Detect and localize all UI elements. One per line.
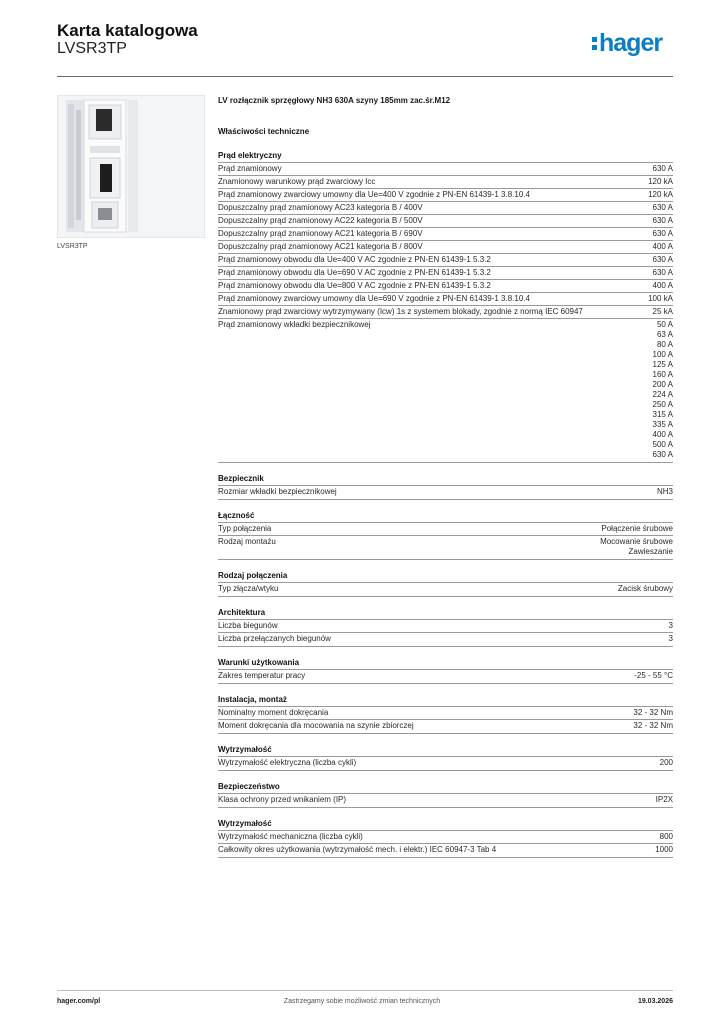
spec-label: Dopuszczalny prąd znamionowy AC22 kategoria B / 500V bbox=[218, 216, 423, 225]
spec-section bbox=[218, 819, 673, 858]
spec-row bbox=[218, 305, 673, 318]
section-heading: Prąd elektryczny bbox=[218, 151, 282, 160]
properties-heading: Właściwości techniczne bbox=[218, 127, 310, 136]
spec-row bbox=[218, 793, 673, 806]
spec-label: Prąd znamionowy zwarciowy umowny dla Ue=400 V zgodnie z PN-EN 61439-1 3.8.10.4 bbox=[218, 190, 530, 199]
spec-label: Prąd znamionowy bbox=[218, 164, 282, 173]
spec-section bbox=[218, 474, 673, 500]
spec-label: Dopuszczalny prąd znamionowy AC21 kategoria B / 690V bbox=[218, 229, 423, 238]
spec-value-line: -25 - 55 °C bbox=[634, 671, 673, 680]
product-image bbox=[57, 95, 205, 238]
spec-value-line: 120 kA bbox=[648, 190, 673, 199]
spec-value-line: Mocowanie śrubowe bbox=[600, 537, 673, 546]
spec-label: Typ złącza/wtyku bbox=[218, 584, 279, 593]
spec-label: Znamionowy prąd zwarciowy wytrzymywany (Icw) 1s z systemem blokady, zgodnie z normą IEC 60947 bbox=[218, 307, 583, 316]
spec-value-line: 1000 bbox=[655, 845, 673, 854]
spec-section bbox=[218, 658, 673, 684]
spec-value bbox=[618, 584, 673, 594]
spec-row bbox=[218, 719, 673, 732]
spec-value-line: 100 kA bbox=[648, 294, 673, 303]
spec-label: Rozmiar wkładki bezpiecznikowej bbox=[218, 487, 337, 496]
spec-value-line: 630 A bbox=[652, 229, 673, 238]
header-divider bbox=[57, 76, 673, 77]
spec-value-line: 125 A bbox=[652, 360, 673, 369]
spec-row bbox=[218, 706, 673, 719]
spec-value-line: 500 A bbox=[652, 440, 673, 449]
spec-sections bbox=[218, 151, 673, 858]
spec-value-line: 800 bbox=[659, 832, 673, 841]
spec-label: Prąd znamionowy zwarciowy umowny dla Ue=690 V zgodnie z PN-EN 61439-1 3.8.10.4 bbox=[218, 294, 530, 303]
spec-section bbox=[218, 511, 673, 560]
spec-label: Prąd znamionowy obwodu dla Ue=400 V AC zgodnie z PN-EN 61439-1 5.3.2 bbox=[218, 255, 491, 264]
spec-value-line: 224 A bbox=[652, 390, 673, 399]
spec-row bbox=[218, 253, 673, 266]
spec-value-line: 100 A bbox=[652, 350, 673, 359]
spec-row bbox=[218, 318, 673, 461]
spec-value-line: 630 A bbox=[652, 164, 673, 173]
spec-row bbox=[218, 227, 673, 240]
spec-label: Wytrzymałość mechaniczna (liczba cykli) bbox=[218, 832, 363, 841]
logo-text: hager bbox=[599, 29, 663, 57]
spec-value bbox=[648, 177, 673, 187]
section-heading: Rodzaj połączenia bbox=[218, 571, 288, 580]
spec-value bbox=[653, 255, 673, 265]
spec-value-line: 400 A bbox=[652, 430, 673, 439]
spec-label: Rodzaj montażu bbox=[218, 537, 276, 546]
spec-label: Liczba biegunów bbox=[218, 621, 278, 630]
section-heading: Bezpieczeństwo bbox=[218, 782, 280, 791]
specification-content bbox=[218, 95, 673, 858]
spec-row bbox=[218, 266, 673, 279]
spec-row bbox=[218, 214, 673, 227]
spec-row bbox=[218, 582, 673, 595]
spec-value-line: 80 A bbox=[656, 340, 673, 349]
spec-value-line: Zawieszanie bbox=[628, 547, 673, 556]
spec-label: Dopuszczalny prąd znamionowy AC21 kategoria B / 800V bbox=[218, 242, 423, 251]
spec-row bbox=[218, 162, 673, 175]
spec-row bbox=[218, 843, 673, 856]
spec-value-line: 120 kA bbox=[648, 177, 673, 186]
spec-section bbox=[218, 745, 673, 771]
spec-value bbox=[653, 229, 673, 239]
spec-value-line: IP2X bbox=[655, 795, 673, 804]
spec-label: Typ połączenia bbox=[218, 524, 272, 533]
spec-value-line: 315 A bbox=[652, 410, 673, 419]
spec-row bbox=[218, 292, 673, 305]
spec-row bbox=[218, 201, 673, 214]
spec-value bbox=[600, 537, 673, 557]
spec-value bbox=[660, 758, 673, 768]
spec-label: Całkowity okres użytkowania (wytrzymałość mech. i elektr.) IEC 60947-3 Tab 4 bbox=[218, 845, 497, 854]
spec-row bbox=[218, 619, 673, 632]
spec-value-line: 630 A bbox=[652, 450, 673, 459]
spec-section bbox=[218, 695, 673, 734]
spec-row bbox=[218, 632, 673, 645]
product-image-caption: LVSR3TP bbox=[57, 243, 88, 250]
spec-value-line: 400 A bbox=[652, 281, 673, 290]
spec-value-line: 160 A bbox=[652, 370, 673, 379]
spec-row bbox=[218, 522, 673, 535]
section-heading: Bezpiecznik bbox=[218, 474, 264, 483]
spec-value bbox=[648, 190, 673, 200]
spec-value bbox=[653, 216, 673, 226]
spec-value bbox=[657, 487, 673, 497]
spec-value bbox=[660, 832, 673, 842]
section-heading: Wytrzymałość bbox=[218, 745, 272, 754]
footer-website: hager.com/pl bbox=[57, 998, 101, 1005]
spec-value-line: 32 - 32 Nm bbox=[633, 708, 673, 717]
spec-value-line: 200 A bbox=[652, 380, 673, 389]
spec-row bbox=[218, 669, 673, 682]
spec-row bbox=[218, 175, 673, 188]
spec-label: Wytrzymałość elektryczna (liczba cykli) bbox=[218, 758, 357, 767]
spec-row bbox=[218, 240, 673, 253]
spec-value-line: 200 bbox=[659, 758, 673, 767]
fuse-switch-illustration-icon bbox=[58, 96, 204, 237]
spec-label: Nominalny moment dokręcania bbox=[218, 708, 329, 717]
spec-value bbox=[653, 242, 673, 252]
spec-value bbox=[669, 621, 673, 631]
spec-section bbox=[218, 608, 673, 647]
spec-value-line: 335 A bbox=[652, 420, 673, 429]
spec-row bbox=[218, 188, 673, 201]
spec-label: Dopuszczalny prąd znamionowy AC23 kategoria B / 400V bbox=[218, 203, 423, 212]
page-title: Karta katalogowa bbox=[57, 21, 198, 40]
hager-logo bbox=[592, 30, 662, 56]
spec-value bbox=[653, 281, 673, 291]
product-description: LV rozłącznik sprzęgłowy NH3 630A szyny 185mm zac.śr.M12 bbox=[218, 96, 451, 105]
spec-label: Zakres temperatur pracy bbox=[218, 671, 306, 680]
spec-label: Klasa ochrony przed wnikaniem (IP) bbox=[218, 795, 347, 804]
spec-value-line: 63 A bbox=[656, 330, 673, 339]
spec-value bbox=[653, 268, 673, 278]
spec-row bbox=[218, 756, 673, 769]
spec-value-line: 3 bbox=[668, 621, 673, 630]
spec-value-line: 3 bbox=[668, 634, 673, 643]
spec-value-line: NH3 bbox=[656, 487, 673, 496]
spec-value bbox=[653, 320, 673, 460]
spec-row bbox=[218, 279, 673, 292]
spec-label: Moment dokręcania dla mocowania na szynie zbiorczej bbox=[218, 721, 414, 730]
spec-value bbox=[653, 307, 673, 317]
spec-value bbox=[601, 524, 673, 534]
spec-value bbox=[656, 795, 673, 805]
spec-label: Prąd znamionowy obwodu dla Ue=690 V AC zgodnie z PN-EN 61439-1 5.3.2 bbox=[218, 268, 491, 277]
spec-row bbox=[218, 830, 673, 843]
section-heading: Wytrzymałość bbox=[218, 819, 272, 828]
spec-value-line: 50 A bbox=[656, 320, 673, 329]
spec-row bbox=[218, 485, 673, 498]
product-code: LVSR3TP bbox=[57, 40, 127, 57]
spec-value-line: 25 kA bbox=[652, 307, 673, 316]
spec-value-line: 630 A bbox=[652, 203, 673, 212]
footer-disclaimer: Zastrzegamy sobie możliwość zmian technicznych bbox=[283, 998, 441, 1005]
spec-label: Prąd znamionowy obwodu dla Ue=800 V AC zgodnie z PN-EN 61439-1 5.3.2 bbox=[218, 281, 491, 290]
spec-value bbox=[653, 164, 673, 174]
spec-label: Liczba przełączanych biegunów bbox=[218, 634, 331, 643]
spec-value bbox=[633, 708, 673, 718]
spec-value-line: Zacisk śrubowy bbox=[617, 584, 673, 593]
spec-value bbox=[634, 671, 673, 681]
spec-value bbox=[633, 721, 673, 731]
spec-value-line: 400 A bbox=[652, 242, 673, 251]
spec-value bbox=[655, 845, 673, 855]
spec-value-line: Połączenie śrubowe bbox=[601, 524, 673, 533]
spec-row bbox=[218, 535, 673, 558]
spec-section bbox=[218, 571, 673, 597]
spec-value-line: 32 - 32 Nm bbox=[633, 721, 673, 730]
spec-value-line: 630 A bbox=[652, 268, 673, 277]
section-heading: Architektura bbox=[218, 608, 266, 617]
logo-dots-icon bbox=[592, 37, 597, 50]
spec-label: Znamionowy warunkowy prąd zwarciowy Icc bbox=[218, 177, 376, 186]
footer-divider bbox=[57, 990, 673, 991]
spec-section bbox=[218, 151, 673, 463]
spec-value bbox=[648, 294, 673, 304]
spec-label: Prąd znamionowy wkładki bezpiecznikowej bbox=[218, 320, 371, 329]
spec-value-line: 630 A bbox=[652, 216, 673, 225]
spec-value-line: 630 A bbox=[652, 255, 673, 264]
spec-value-line: 250 A bbox=[652, 400, 673, 409]
section-heading: Warunki użytkowania bbox=[218, 658, 300, 667]
section-heading: Instalacja, montaż bbox=[218, 695, 287, 704]
spec-section bbox=[218, 782, 673, 808]
spec-value bbox=[653, 203, 673, 213]
spec-value bbox=[669, 634, 673, 644]
footer-date: 19.03.2026 bbox=[637, 998, 673, 1005]
section-heading: Łączność bbox=[218, 511, 255, 520]
